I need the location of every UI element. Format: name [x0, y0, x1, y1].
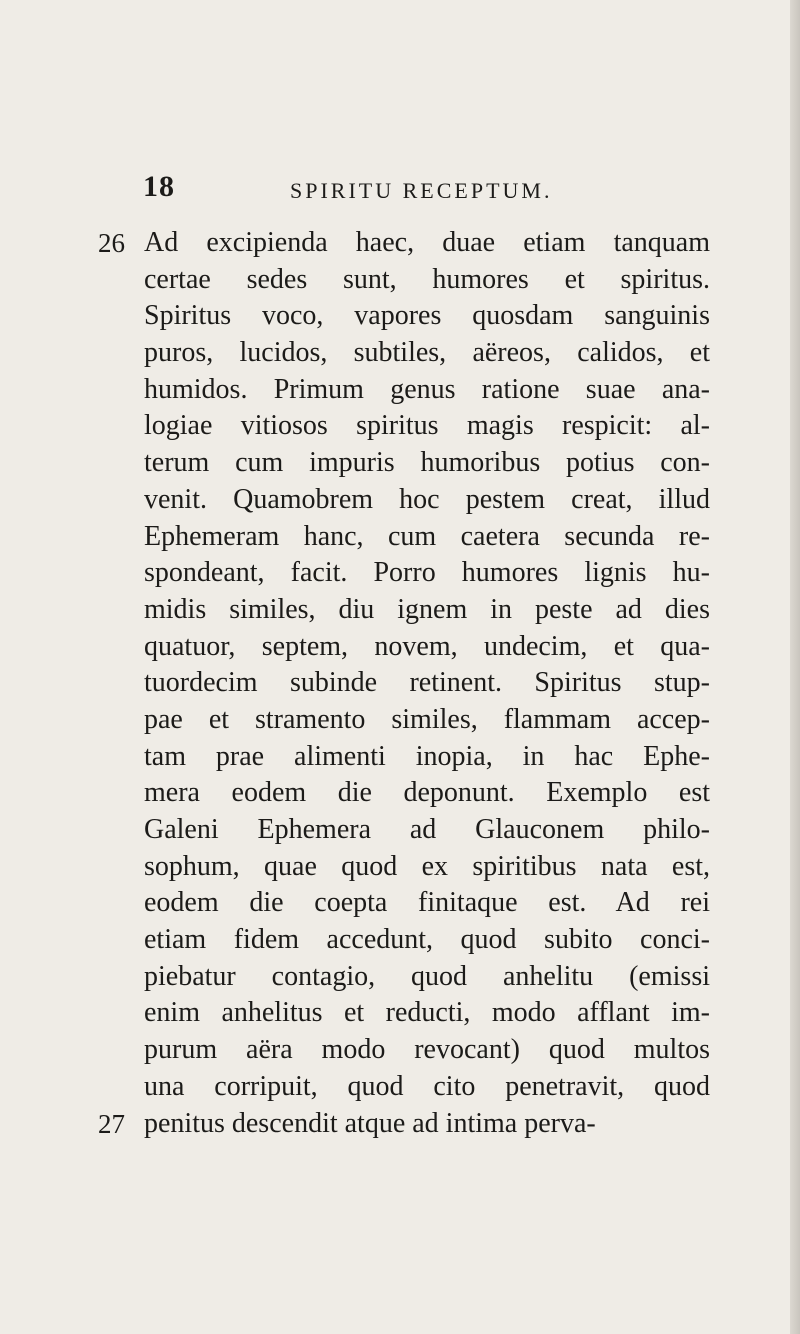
body-text [98, 225, 710, 1142]
page-number: 18 [143, 170, 175, 203]
line-text: terum cum impuris humoribus potius con- [144, 447, 710, 479]
line-text: certae sedes sunt, humores et spiritus. [144, 263, 710, 295]
text-line [144, 959, 710, 996]
line-text: puros, lucidos, subtiles, aëreos, calidos, et [144, 337, 710, 369]
text-line [144, 519, 710, 556]
text-line [144, 702, 710, 739]
text-line [144, 885, 710, 922]
line-text: purum aëra modo revocant) quod multos [144, 1034, 710, 1066]
text-line [144, 812, 710, 849]
text-line [144, 995, 710, 1032]
text-line [144, 922, 710, 959]
line-text: pae et stramento similes, flammam accep- [144, 703, 710, 735]
line-text: Galeni Ephemera ad Glauconem philo- [144, 814, 710, 845]
line-text: etiam fidem accedunt, quod subito conci- [144, 924, 710, 956]
line-text: penitus descendit atque ad intima perva- [144, 1107, 596, 1139]
line-text: Ephemeram hanc, cum caetera secunda re- [144, 520, 710, 552]
text-line [144, 445, 710, 482]
text-line [144, 482, 710, 519]
text-line [144, 665, 710, 702]
text-line [144, 372, 710, 409]
line-text: Ad excipienda haec, duae etiam tanquam [144, 227, 710, 258]
line-text: quatuor, septem, novem, undecim, et qua- [144, 630, 710, 662]
text-line [144, 298, 710, 335]
line-text: humidos. Primum genus ratione suae ana- [144, 373, 710, 405]
line-text: enim anhelitus et reducti, modo afflant im- [144, 997, 710, 1029]
line-text: Spiritus voco, vapores quosdam sanguinis [144, 300, 710, 332]
text-line [144, 739, 710, 776]
line-text: midis similes, diu ignem in peste ad dies [144, 593, 710, 625]
line-text: sophum, quae quod ex spiritibus nata est, [144, 850, 710, 882]
line-text: eodem die coepta finitaque est. Ad rei [144, 887, 710, 919]
line-text: tam prae alimenti inopia, in hac Ephe- [144, 740, 710, 772]
margin-number: 26 [98, 228, 125, 258]
text-line [144, 408, 710, 445]
text-line [144, 555, 710, 592]
text-line [98, 1106, 710, 1143]
line-text: logiae vitiosos spiritus magis respicit: al- [144, 410, 710, 442]
text-line [144, 592, 710, 629]
line-text: spondeant, facit. Porro humores lignis hu- [144, 557, 710, 589]
line-text: tuordecim subinde retinent. Spiritus stup- [144, 667, 710, 699]
page-edge [790, 0, 800, 1334]
line-text: una corripuit, quod cito penetravit, quod [144, 1070, 710, 1102]
margin-number: 27 [98, 1108, 125, 1139]
text-line [144, 629, 710, 666]
line-text: venit. Quamobrem hoc pestem creat, illud [144, 483, 710, 515]
text-line [98, 225, 710, 262]
text-line [144, 335, 710, 372]
line-text: mera eodem die deponunt. Exemplo est [144, 777, 710, 809]
text-line [144, 262, 710, 299]
text-line [144, 775, 710, 812]
text-line [144, 1032, 710, 1069]
line-text: piebatur contagio, quod anhelitu (emissi [144, 960, 710, 992]
text-line [144, 849, 710, 886]
running-head: SPIRITU RECEPTUM. [290, 178, 553, 203]
page-header [143, 170, 703, 206]
text-line [144, 1069, 710, 1106]
